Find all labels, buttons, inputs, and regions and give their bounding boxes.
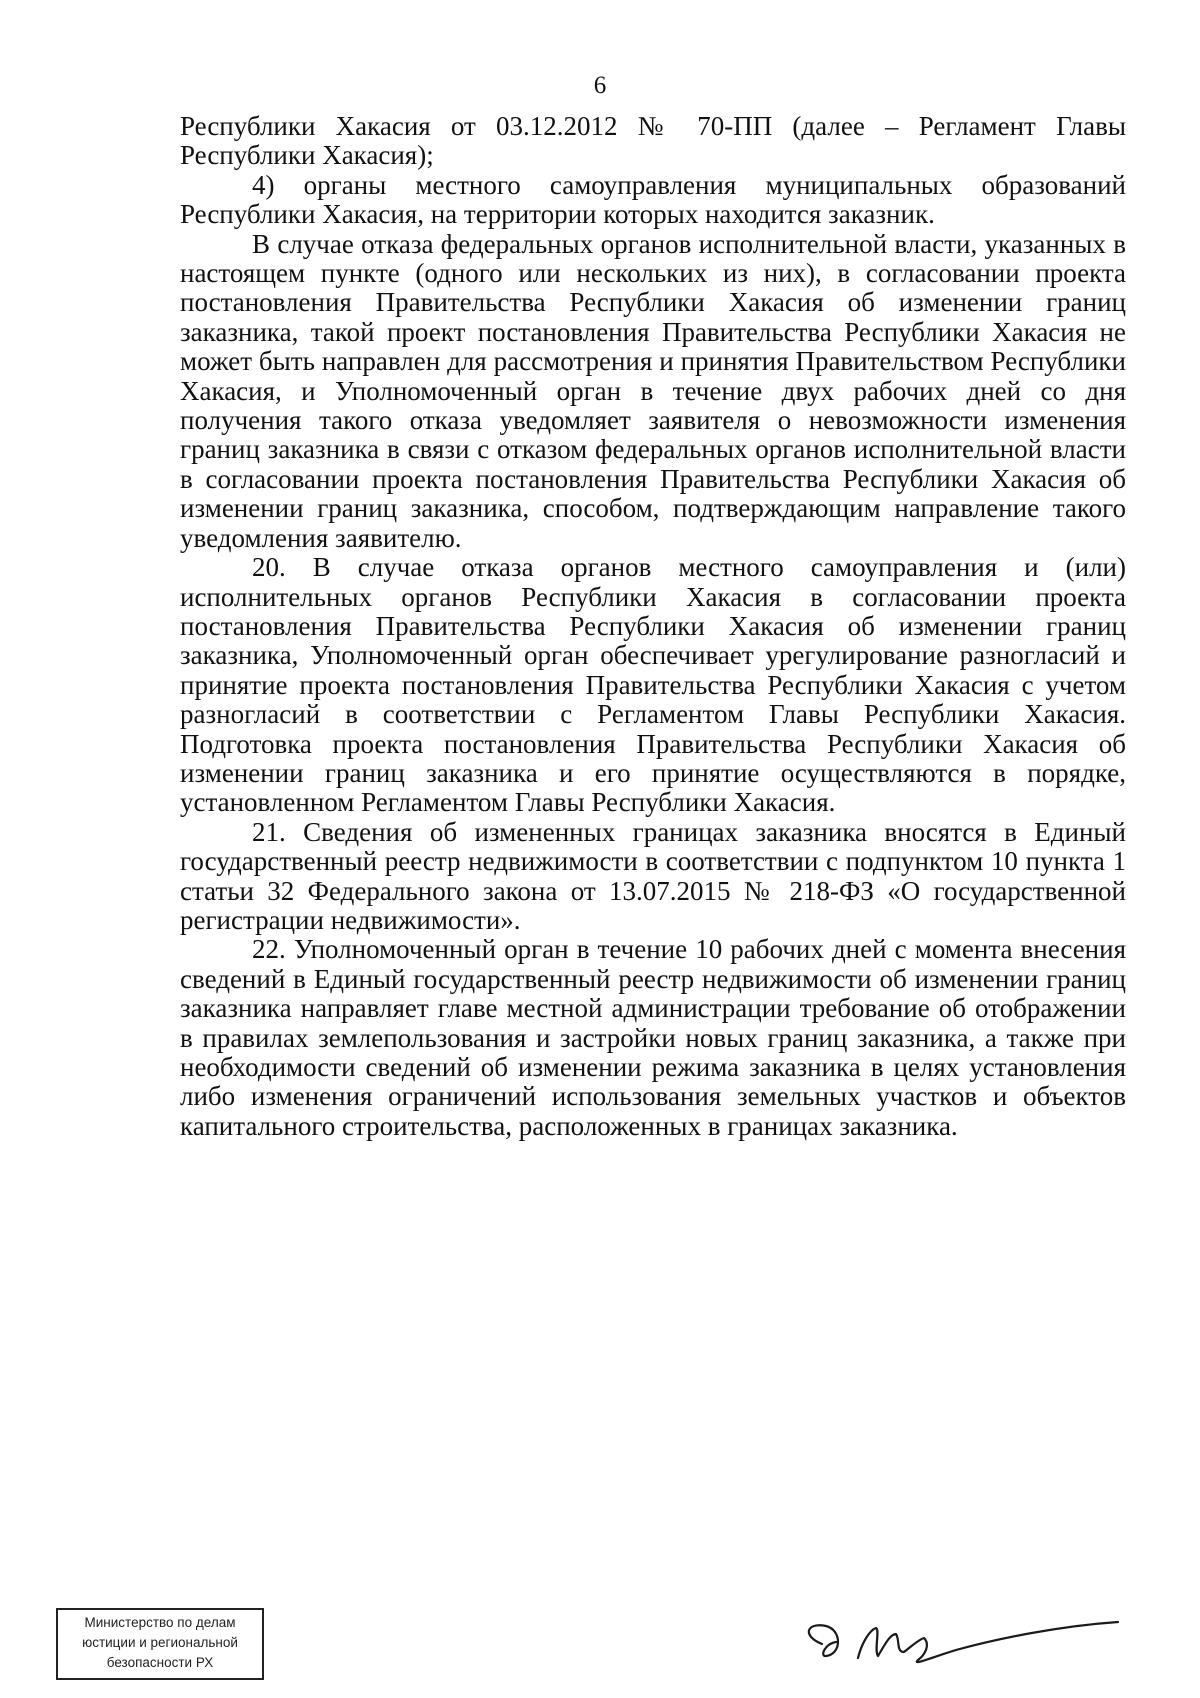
paragraph: 4) органы местного самоуправления муниципальных образований Республики Хакасия, на территории которых находится заказник. <box>180 169 1126 230</box>
paragraph: 21. Сведения об измененных границах заказника вносятся в Единый государственный реестр недвижимости в соответствии с подпунктом 10 пункта 1 статьи 32 Федерального закона от 13.07.2015 № 218-ФЗ «О государственной регистрации недвижимости». <box>180 816 1126 935</box>
page-number: 6 <box>593 72 607 99</box>
document-body <box>180 112 1126 1141</box>
paragraph: Республики Хакасия от 03.12.2012 № 70-ПП (далее – Регламент Главы Республики Хакасия); <box>180 111 1126 171</box>
signature <box>780 1600 1140 1680</box>
paragraph: 20. В случае отказа органов местного самоуправления и (или) исполнительных органов Республики Хакасия в согласовании проекта постановления Правительства Республики Хакасия об изменении границ заказника, Уполномоченный орган обеспечивает урегулирование разногласий и принятие проекта постановления Правительства Республики Хакасия с учетом разногласий в соответствии с Регламентом Главы Республики Хакасия. Подготовка проекта постановления Правительства Республики Хакасия об изменении границ заказника и его принятие осуществляются в порядке, установленном Регламентом Главы Республики Хакасия. <box>180 552 1126 818</box>
signature-stroke <box>809 1622 1118 1662</box>
stamp-line: безопасности РХ <box>106 1655 214 1670</box>
stamp-line: юстиции и региональной <box>82 1635 238 1650</box>
paragraph: В случае отказа федеральных органов исполнительной власти, указанных в настоящем пункте (одного или нескольких из них), в согласовании проекта постановления Правительства Республики Хакасия об изменении границ заказника, такой проект постановления Правительства Республики Хакасия не может быть направлен для рассмотрения и принятия Правительством Республики Хакасия, и Уполномоченный орган в течение двух рабочих дней со дня получения такого отказа уведомляет заявителя о невозможности изменения границ заказника в связи с отказом федеральных органов исполнительной власти в согласовании проекта постановления Правительства Республики Хакасия об изменении границ заказника, способом, подтверждающим направление такого уведомления заявителю. <box>180 228 1126 553</box>
ministry-stamp <box>56 1608 264 1680</box>
stamp-line: Министерство по делам <box>84 1615 236 1630</box>
paragraph: 22. Уполномоченный орган в течение 10 рабочих дней с момента внесения сведений в Единый государственный реестр недвижимости об изменении границ заказника направляет главе местной администрации требование об отображении в правилах землепользования и застройки новых границ заказника, а также при необходимости сведений об изменении режима заказника в целях установления либо изменения ограничений использования земельных участков и объектов капитального строительства, расположенных в границах заказника. <box>180 934 1126 1141</box>
